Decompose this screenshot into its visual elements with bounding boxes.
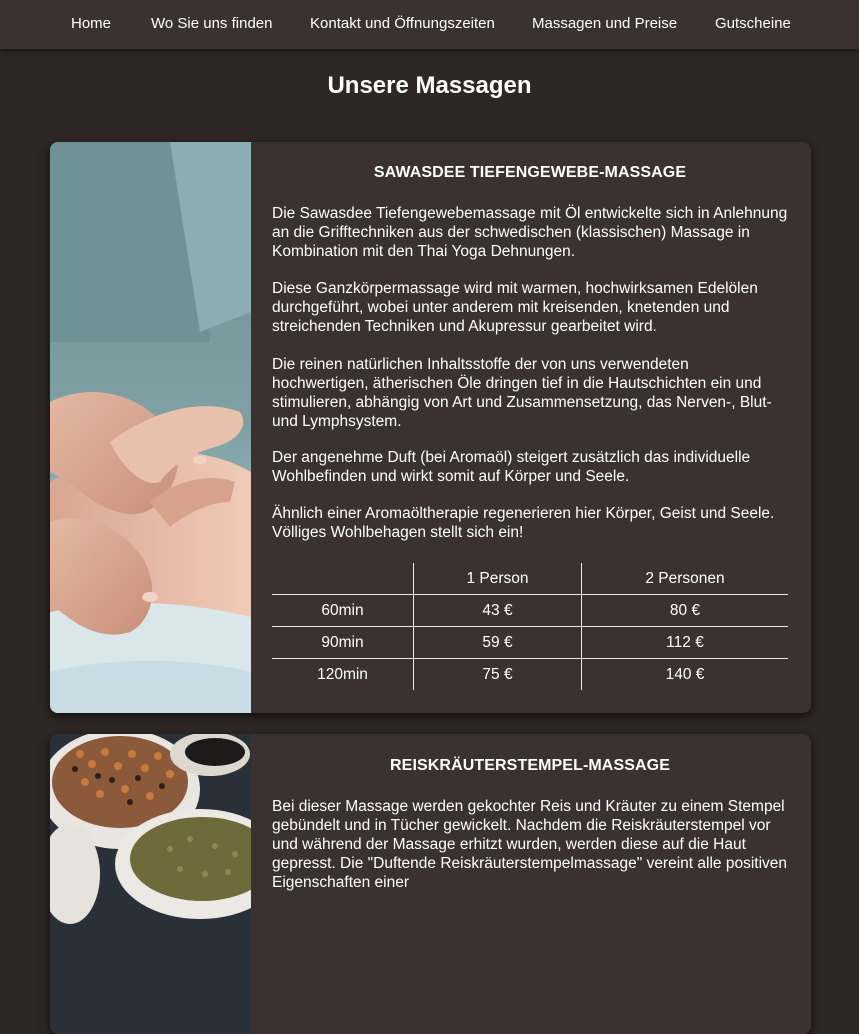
price-two-persons-cell: 140 € [582,659,789,691]
massage-card-deep-tissue [50,142,811,713]
nav-vouchers-link[interactable]: Gutscheine [715,15,791,32]
price-table-header-cell [272,563,414,595]
price-table-header-cell: 1 Person [414,563,582,595]
price-table-row [272,627,788,659]
nav-massages-prices-link[interactable]: Massagen und Preise [532,15,678,32]
massage-card-rice-herbal-stamp [50,734,811,1034]
top-navigation [0,0,859,49]
price-table-row [272,595,788,627]
price-table-header-cell: 2 Personen [582,563,789,595]
nav-home-link[interactable]: Home [71,15,112,32]
price-two-persons-cell: 80 € [582,595,789,627]
page-title: Unsere Massagen [327,72,532,99]
massage-description-paragraph: Ähnlich einer Aromaöltherapie regenerieren hier Körper, Geist und Seele. Völliges Wohlbehagen stellt sich ein! [272,505,775,541]
massage-description-paragraph: Die reinen natürlichen Inhaltsstoffe der von uns verwendeten hochwertigen, ätherischen Öle dringen tief in die Hautschichten ein und stimulieren, abhängig von Art und Zusammensetzung, das Nerven-, Blut- und Lymphsystem. [272,356,772,430]
price-two-persons-cell: 112 € [582,627,789,659]
herbs-spices-photo [50,734,251,1034]
massage-photo [50,142,251,713]
massage-title: SAWASDEE TIEFENGEWEBE-MASSAGE [373,164,687,181]
duration-cell: 90min [272,627,414,659]
price-one-person-cell: 43 € [414,595,582,627]
massage-description-paragraph: Der angenehme Duft (bei Aromaöl) steigert zusätzlich das individuelle Wohlbefinden und wirkt somit auf Körper und Seele. [272,449,751,485]
herbs-spices-photo-illustration [50,734,251,1034]
price-one-person-cell: 59 € [414,627,582,659]
price-one-person-cell: 75 € [414,659,582,691]
massage-description-paragraph: Bei dieser Massage werden gekochter Reis und Kräuter zu einem Stempel gebündelt und in Tücher gewickelt. Nachdem die Reiskräuterstempel vor und während der Massage erhitzt wurden, werden diese auf die Haut gepresst. Die "Duftende Reiskräuterstempelmassage" vereint alle positiven Eigenschaften einer [272,798,788,891]
massage-description-paragraph: Die Sawasdee Tiefengewebemassage mit Öl entwickelte sich in Anlehnung an die Grifftechniken aus der schwedischen (klassischen) Massage in Kombination mit den Thai Yoga Dehnungen. [272,205,788,260]
price-table-row [272,659,788,691]
duration-cell: 120min [272,659,414,691]
nav-location-link[interactable]: Wo Sie uns finden [151,15,273,32]
massage-title: REISKRÄUTERSTEMPEL-MASSAGE [390,757,670,774]
nav-contact-hours-link[interactable]: Kontakt und Öffnungszeiten [310,15,495,32]
price-table-header-row [272,563,788,595]
price-table [272,563,788,690]
massage-photo-illustration [50,142,251,713]
massage-description-paragraph: Diese Ganzkörpermassage wird mit warmen, hochwirksamen Edelölen durchgeführt, wobei unter anderem mit kreisenden, knetenden und streichenden Techniken und Akupressur gearbeitet wird. [272,280,758,335]
duration-cell: 60min [272,595,414,627]
